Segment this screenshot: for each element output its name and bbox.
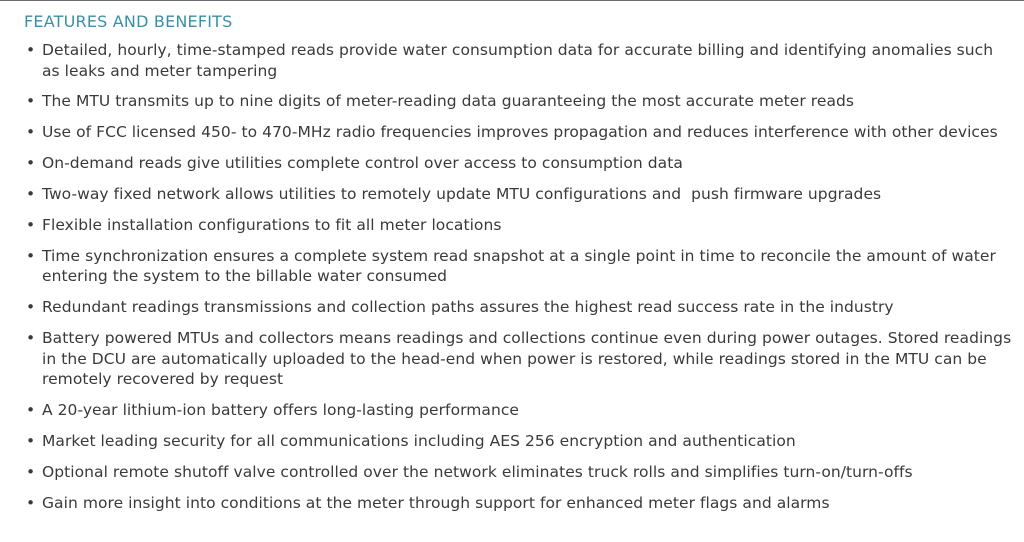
list-item-text: A 20-year lithium-ion battery offers long-lasting performance	[42, 401, 519, 420]
bullet-icon: •	[26, 462, 36, 481]
list-item-text: Redundant readings transmissions and collection paths assures the highest read success rate in the industry	[42, 298, 894, 317]
bullet-icon: •	[26, 246, 36, 265]
section-heading: FEATURES AND BENEFITS	[24, 12, 233, 31]
bullet-icon: •	[26, 215, 36, 234]
list-item	[24, 215, 1014, 236]
bullet-icon: •	[26, 298, 36, 317]
bullet-icon: •	[26, 185, 36, 204]
features-and-benefits-section	[24, 11, 1014, 524]
list-item	[24, 431, 1014, 452]
list-item-text: Optional remote shutoff valve controlled over the network eliminates truck rolls and simplifies turn-on/turn-offs	[42, 462, 913, 481]
list-item-text: The MTU transmits up to nine digits of meter-reading data guaranteeing the most accurate meter reads	[42, 92, 855, 111]
list-item-text: Detailed, hourly, time-stamped reads provide water consumption data for accurate billing and identifying anomalies such as leaks and meter tampering	[42, 41, 994, 80]
list-item-text: On-demand reads give utilities complete control over access to consumption data	[42, 154, 683, 173]
list-item	[24, 297, 1014, 318]
list-item-text: Time synchronization ensures a complete system read snapshot at a single point in time to reconcile the amount of water entering the system to the billable water consumed	[42, 246, 996, 286]
bullet-icon: •	[26, 41, 36, 59]
list-item	[24, 153, 1014, 174]
list-item	[24, 400, 1014, 421]
list-item	[24, 462, 1014, 483]
list-item-text: Two-way fixed network allows utilities to remotely update MTU configurations and push firmware upgrades	[42, 185, 882, 204]
list-item	[24, 40, 1014, 81]
list-item	[24, 184, 1014, 205]
bullet-icon: •	[26, 154, 36, 173]
bullet-icon: •	[26, 401, 36, 420]
bullet-icon: •	[26, 123, 36, 142]
bullet-icon: •	[26, 329, 36, 348]
list-item-text: Gain more insight into conditions at the meter through support for enhanced meter flags and alarms	[42, 493, 830, 512]
bullet-icon: •	[26, 493, 36, 512]
list-item-text: Battery powered MTUs and collectors means readings and collections continue even during power outages. Stored readings in the DCU are automatically uploaded to the head-end when power is restored, while readings stored in the MTU can be remotely recovered by request	[42, 329, 1012, 389]
list-item-text: Use of FCC licensed 450- to 470-MHz radio frequencies improves propagation and reduces interference with other devices	[42, 123, 998, 142]
list-item	[24, 91, 1014, 112]
bullet-icon: •	[26, 431, 36, 450]
list-item	[24, 246, 1014, 287]
benefits-list	[24, 40, 1014, 513]
list-item	[24, 493, 1014, 514]
list-item	[24, 328, 1014, 390]
list-item-text: Flexible installation configurations to fit all meter locations	[42, 215, 502, 234]
list-item-text: Market leading security for all communications including AES 256 encryption and authentication	[42, 431, 796, 450]
bullet-icon: •	[26, 92, 36, 111]
top-divider	[0, 0, 1024, 1]
list-item	[24, 122, 1014, 143]
